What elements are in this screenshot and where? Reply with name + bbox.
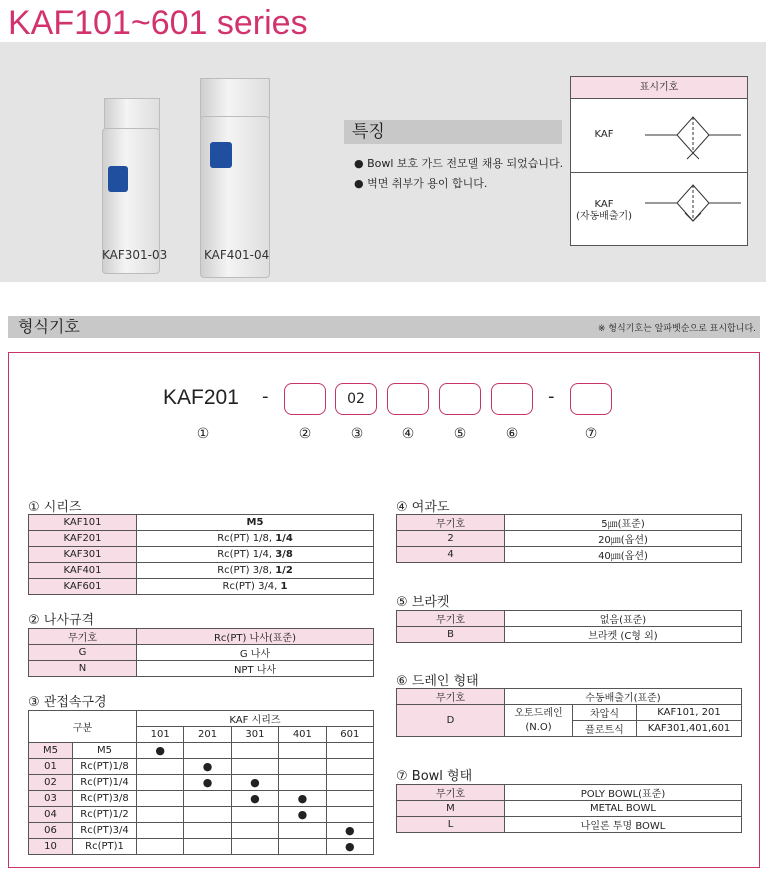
table-row: 01 Rc(PT)1/8 ● bbox=[29, 759, 374, 775]
symbol-panel bbox=[570, 76, 748, 246]
model-dash: - bbox=[262, 386, 269, 407]
empty-cell bbox=[231, 807, 278, 823]
code-box-3: 02 bbox=[335, 383, 377, 415]
table-row: 04 Rc(PT)1/2 ● bbox=[29, 807, 374, 823]
table-row: M5 M5 ● bbox=[29, 743, 374, 759]
ordering-heading: 형식기호 bbox=[18, 317, 80, 336]
code-box-4 bbox=[387, 383, 429, 415]
table-row: KAF301 Rc(PT) 1/4, 3/8 bbox=[29, 547, 374, 563]
empty-cell bbox=[279, 775, 326, 791]
code-box-5 bbox=[439, 383, 481, 415]
empty-cell bbox=[137, 775, 184, 791]
drain-knob-icon bbox=[108, 166, 128, 192]
table-row: 06 Rc(PT)3/4 ● bbox=[29, 823, 374, 839]
table-row: G G 나사 bbox=[29, 645, 374, 661]
features-heading: 특징 bbox=[344, 120, 562, 144]
empty-cell bbox=[231, 759, 278, 775]
page-title: KAF101~601 series bbox=[8, 4, 308, 42]
code-number: ⑤ bbox=[453, 426, 467, 442]
table-row: 2 20㎛(옵션) bbox=[397, 531, 742, 547]
empty-cell bbox=[231, 839, 278, 855]
table-row: 무기호 수동배출기(표준) bbox=[397, 689, 742, 705]
code-number: ③ bbox=[350, 426, 364, 442]
empty-cell bbox=[326, 759, 373, 775]
bowl-table bbox=[396, 784, 742, 833]
empty-cell bbox=[184, 839, 231, 855]
bracket-table-title: ⑤ 브라켓 bbox=[396, 595, 450, 610]
table-row: 무기호 5㎛(표준) bbox=[397, 515, 742, 531]
model-dash: - bbox=[548, 386, 555, 407]
code-number: ② bbox=[298, 426, 312, 442]
symbol-row-kaf-auto bbox=[571, 173, 747, 247]
table-row: 무기호 Rc(PT) 나사(표준) bbox=[29, 629, 374, 645]
feature-item: ● Bowl 보호 가드 전모델 채용 되었습니다. bbox=[354, 157, 564, 170]
empty-cell bbox=[184, 743, 231, 759]
code-number: ⑥ bbox=[505, 426, 519, 442]
table-row: N NPT 나사 bbox=[29, 661, 374, 677]
available-dot: ● bbox=[279, 807, 326, 823]
table-row: KAF601 Rc(PT) 3/4, 1 bbox=[29, 579, 374, 595]
empty-cell bbox=[231, 823, 278, 839]
feature-item: ● 벽면 취부가 용이 합니다. bbox=[354, 177, 488, 190]
port-table-title: ③ 관접속구경 bbox=[28, 695, 107, 710]
empty-cell bbox=[279, 839, 326, 855]
table-row: KAF201 Rc(PT) 1/8, 1/4 bbox=[29, 531, 374, 547]
available-dot: ● bbox=[231, 791, 278, 807]
available-dot: ● bbox=[184, 759, 231, 775]
table-row: 무기호 POLY BOWL(표준) bbox=[397, 785, 742, 801]
symbol-label: KAF bbox=[594, 129, 614, 140]
code-box-6 bbox=[491, 383, 533, 415]
bracket-table bbox=[396, 610, 742, 643]
table-row: 03 Rc(PT)3/8 ● ● bbox=[29, 791, 374, 807]
code-box-2 bbox=[284, 383, 326, 415]
product-label-1: KAF301-03 bbox=[102, 248, 168, 262]
empty-cell bbox=[326, 807, 373, 823]
empty-cell bbox=[137, 823, 184, 839]
empty-cell bbox=[137, 791, 184, 807]
model-code: KAF201 bbox=[163, 386, 239, 409]
available-dot: ● bbox=[279, 791, 326, 807]
empty-cell bbox=[279, 743, 326, 759]
empty-cell bbox=[184, 807, 231, 823]
table-row: 구분 KAF 시리즈 bbox=[29, 711, 374, 727]
table-row: 101 201 301 401 601 bbox=[29, 727, 374, 743]
table-row: 10 Rc(PT)1 ● bbox=[29, 839, 374, 855]
filter-table-title: ④ 여과도 bbox=[396, 500, 450, 515]
symbol-heading: 표시기호 bbox=[571, 77, 747, 99]
table-row: D 오토드레인 (N.O) 차압식 KAF101, 201 bbox=[397, 705, 742, 721]
empty-cell bbox=[231, 743, 278, 759]
empty-cell bbox=[184, 791, 231, 807]
table-row: 02 Rc(PT)1/4 ● ● bbox=[29, 775, 374, 791]
drain-table-title: ⑥ 드레인 형태 bbox=[396, 674, 479, 689]
drain-table bbox=[396, 688, 742, 737]
empty-cell bbox=[279, 823, 326, 839]
code-number: ⑦ bbox=[584, 426, 598, 442]
empty-cell bbox=[326, 775, 373, 791]
available-dot: ● bbox=[137, 743, 184, 759]
series-table-title: ① 시리즈 bbox=[28, 500, 82, 515]
code-number: ④ bbox=[401, 426, 415, 442]
empty-cell bbox=[326, 791, 373, 807]
thread-table bbox=[28, 628, 374, 677]
empty-cell bbox=[326, 743, 373, 759]
ordering-section-header bbox=[8, 316, 760, 338]
table-row: B 브라켓 (C형 외) bbox=[397, 627, 742, 643]
table-row: 무기호 없음(표준) bbox=[397, 611, 742, 627]
available-dot: ● bbox=[184, 775, 231, 791]
series-table bbox=[28, 514, 374, 595]
available-dot: ● bbox=[326, 823, 373, 839]
empty-cell bbox=[137, 839, 184, 855]
table-row: KAF101 M5 bbox=[29, 515, 374, 531]
available-dot: ● bbox=[231, 775, 278, 791]
table-row: 플로트식 KAF301,401,601 bbox=[397, 721, 742, 737]
table-row: KAF401 Rc(PT) 3/8, 1/2 bbox=[29, 563, 374, 579]
filter-table bbox=[396, 514, 742, 563]
features-list bbox=[354, 154, 563, 194]
bowl-table-title: ⑦ Bowl 형태 bbox=[396, 769, 473, 784]
code-box-7 bbox=[570, 383, 612, 415]
table-row: L 나일론 투명 BOWL bbox=[397, 817, 742, 833]
empty-cell bbox=[137, 759, 184, 775]
empty-cell bbox=[137, 807, 184, 823]
product-label-2: KAF401-04 bbox=[204, 248, 270, 262]
thread-table-title: ② 나사규격 bbox=[28, 613, 95, 628]
table-row: M METAL BOWL bbox=[397, 801, 742, 817]
table-row: 4 40㎛(옵션) bbox=[397, 547, 742, 563]
empty-cell bbox=[184, 823, 231, 839]
port-table bbox=[28, 710, 374, 855]
available-dot: ● bbox=[326, 839, 373, 855]
auto-drain-filter-symbol-icon bbox=[645, 173, 745, 247]
ordering-note: ※ 형식기호는 알파벳순으로 표시합니다. bbox=[597, 324, 756, 334]
symbol-row-kaf bbox=[571, 99, 747, 173]
drain-knob-icon bbox=[210, 142, 232, 168]
empty-cell bbox=[279, 759, 326, 775]
filter-symbol-icon bbox=[645, 99, 745, 173]
product-image-kaf301 bbox=[104, 98, 160, 130]
product-image-kaf401 bbox=[200, 78, 270, 118]
code-number: ① bbox=[196, 426, 210, 442]
symbol-label: KAF (자동배출기) bbox=[575, 199, 633, 222]
